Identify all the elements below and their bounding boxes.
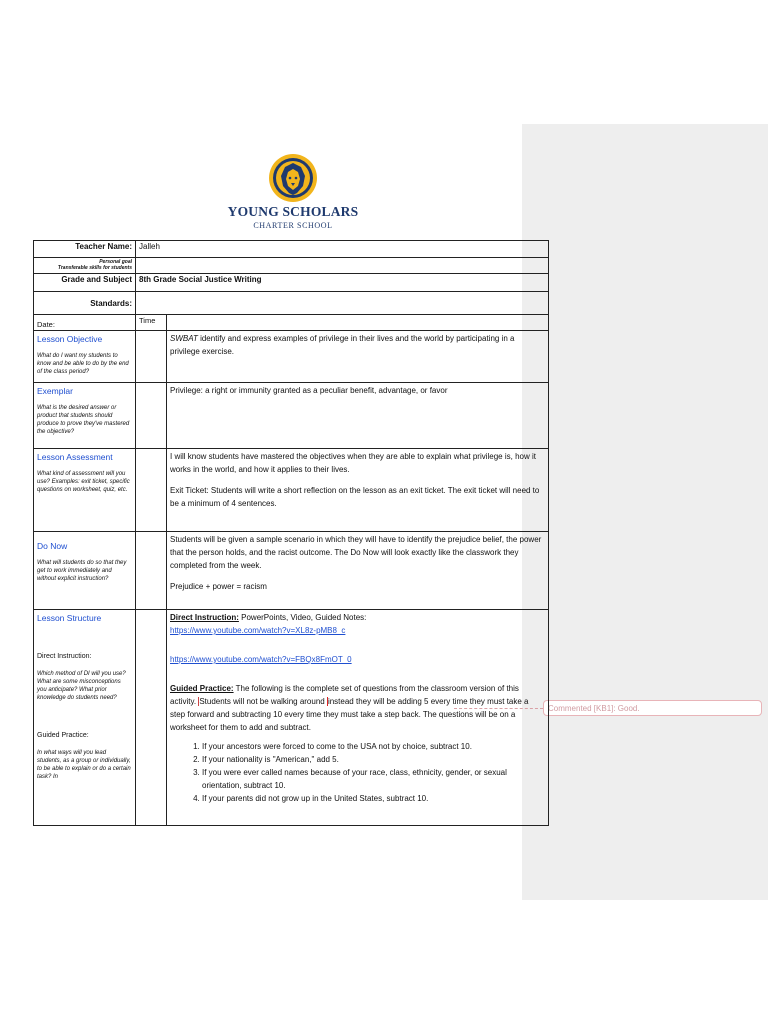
question-list bbox=[170, 740, 545, 805]
transferable-label: Transferable skills for students bbox=[57, 265, 132, 271]
date-value[interactable] bbox=[167, 315, 549, 331]
assessment-label: Lesson Assessment bbox=[37, 452, 113, 462]
di-side-label: Direct Instruction: bbox=[37, 653, 92, 660]
di-text: PowerPoints, Video, Guided Notes: bbox=[238, 613, 367, 622]
assessment-content[interactable] bbox=[167, 449, 549, 532]
objective-hint: What do I want my students to know and be able to do by the end of the class period? bbox=[37, 353, 129, 375]
objective-label-cell bbox=[34, 331, 136, 383]
goal-cell bbox=[34, 258, 136, 274]
exemplar-label: Exemplar bbox=[37, 386, 73, 396]
exemplar-content[interactable] bbox=[167, 383, 549, 449]
standards-label: Standards: bbox=[34, 292, 136, 315]
structure-time[interactable] bbox=[136, 610, 167, 826]
assessment-text-1: I will know students have mastered the objectives when they are able to explain what privilege is, how it works in the world, and how it applies to their lives. bbox=[170, 452, 536, 474]
do-now-hint: What will students do so that they get to work immediately and without explicit instruction? bbox=[37, 560, 127, 582]
gp-text-a: The following is the complete set of questions from the classroom version of this activity. bbox=[170, 684, 519, 706]
do-now-text-2: Prejudice + power = racism bbox=[170, 582, 267, 591]
lesson-plan-table bbox=[33, 240, 549, 826]
exemplar-text: Privilege: a right or immunity granted as a peculiar benefit, advantage, or favor bbox=[170, 386, 448, 395]
gp-side-hint: In what ways will you lead students, as a group or individually, to be able to explain or do a certain task? In bbox=[37, 750, 131, 780]
question-item: 4. If your parents did not grow up in the United States, subtract 10. bbox=[202, 792, 545, 805]
video-link-1[interactable]: https://www.youtube.com/watch?v=XL8z-pMB8_c bbox=[170, 626, 346, 635]
grade-row bbox=[34, 274, 549, 292]
assessment-time[interactable] bbox=[136, 449, 167, 532]
time-label: Time bbox=[136, 315, 167, 331]
gp-text-c: instead they will be adding 5 every time they must take a step forward and subtracting 10 every time they must take a step back. The questions will be on a worksheet for them to add and subtract. bbox=[170, 697, 529, 732]
school-name: YOUNG SCHOLARS bbox=[227, 204, 359, 219]
date-row bbox=[34, 315, 549, 331]
grade-label: Grade and Subject bbox=[34, 274, 136, 292]
video-link-2[interactable]: https://www.youtube.com/watch?v=FBQx8FmOT_0 bbox=[170, 655, 352, 664]
standards-row bbox=[34, 292, 549, 315]
goal-row bbox=[34, 258, 549, 274]
di-side-hint: Which method of DI will you use? What are some misconceptions you anticipate? What prior knowledge do students need? bbox=[37, 671, 126, 701]
assessment-hint: What kind of assessment will you use? Examples: exit ticket, specific questions on worksheet, quiz, etc. bbox=[37, 471, 130, 493]
do-now-label: Do Now bbox=[37, 541, 68, 551]
school-subtitle: CHARTER SCHOOL bbox=[253, 221, 333, 230]
swbat-label: SWBAT bbox=[170, 334, 198, 343]
structure-label-cell bbox=[34, 610, 136, 826]
lion-logo-icon bbox=[268, 152, 318, 204]
gp-side-label: Guided Practice: bbox=[37, 732, 89, 739]
structure-content[interactable] bbox=[167, 610, 549, 826]
date-label: Date: bbox=[34, 315, 136, 331]
exemplar-row bbox=[34, 383, 549, 449]
goal-value[interactable] bbox=[136, 258, 549, 274]
question-item: 3. If you were ever called names because of your race, class, ethnicity, gender, or sexual orientation, subtract 10. bbox=[202, 766, 545, 792]
teacher-value[interactable]: Jalleh bbox=[136, 241, 549, 258]
assessment-label-cell bbox=[34, 449, 136, 532]
grade-value[interactable]: 8th Grade Social Justice Writing bbox=[136, 274, 549, 292]
do-now-text-1: Students will be given a sample scenario in which they will have to identify the prejudice belief, the power that the person holds, and the racist outcome. The Do Now will look exactly like the classwork they completed from the week. bbox=[170, 535, 542, 570]
structure-row bbox=[34, 610, 549, 826]
assessment-text-2: Exit Ticket: Students will write a short reflection on the lesson as an exit ticket. The exit ticket will need to be a minimum of 4 sentences. bbox=[170, 486, 540, 508]
question-item: 2. If your nationality is "American," add 5. bbox=[202, 753, 545, 766]
objective-text: identify and express examples of privilege in their lives and the world by participating in a privilege exercise. bbox=[170, 334, 515, 356]
question-item: 1. If your ancestors were forced to come to the USA not by choice, subtract 10. bbox=[202, 740, 545, 753]
objective-row bbox=[34, 331, 549, 383]
teacher-row bbox=[34, 241, 549, 258]
di-heading: Direct Instruction: bbox=[170, 613, 239, 622]
do-now-label-cell bbox=[34, 532, 136, 610]
objective-time[interactable] bbox=[136, 331, 167, 383]
gp-heading: Guided Practice: bbox=[170, 684, 234, 693]
standards-value[interactable] bbox=[136, 292, 549, 315]
exemplar-label-cell bbox=[34, 383, 136, 449]
comment-balloon[interactable] bbox=[543, 700, 762, 716]
exemplar-hint: What is the desired answer or product that students should produce to prove they've mastered the objective? bbox=[37, 405, 130, 435]
do-now-time[interactable] bbox=[136, 532, 167, 610]
comment-text: Commented [KB1]: Good. bbox=[548, 704, 640, 713]
objective-content[interactable] bbox=[167, 331, 549, 383]
objective-label: Lesson Objective bbox=[37, 334, 103, 344]
personal-goal-label: Personal goal bbox=[99, 259, 132, 265]
gp-text-b: Students will not be walking around bbox=[199, 697, 327, 706]
do-now-row bbox=[34, 532, 549, 610]
comments-pane bbox=[522, 124, 768, 900]
exemplar-time[interactable] bbox=[136, 383, 167, 449]
do-now-content[interactable] bbox=[167, 532, 549, 610]
teacher-label: Teacher Name: bbox=[34, 241, 136, 258]
structure-label: Lesson Structure bbox=[37, 613, 102, 623]
assessment-row bbox=[34, 449, 549, 532]
